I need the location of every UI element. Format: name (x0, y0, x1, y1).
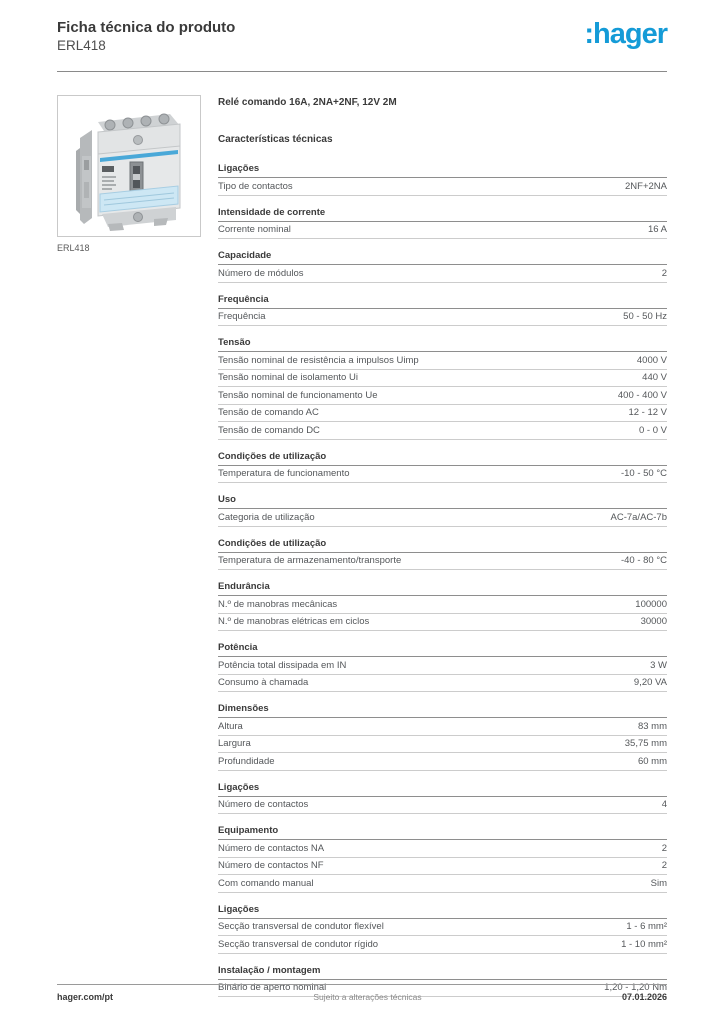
spec-value: 12 - 12 V (628, 407, 667, 418)
spec-label: Com comando manual (218, 877, 314, 889)
spec-value: 4000 V (636, 354, 667, 366)
spec-label: Binário de aperto nominal (218, 982, 327, 993)
spec-value: -40 - 80 °C (620, 555, 667, 566)
spec-value: 100000 (635, 598, 667, 610)
section-heading: Condições de utilização (218, 449, 667, 466)
spec-value: 83 mm (637, 720, 667, 732)
product-image (57, 95, 201, 237)
spec-row (218, 753, 667, 771)
spec-section (218, 292, 667, 327)
footer-disclaimer: Sujeito a alterações técnicas (313, 992, 422, 1002)
section-heading: Uso (218, 492, 667, 509)
spec-label: Tensão nominal de resistência a impulsos Uimp (218, 354, 419, 366)
spec-value: 60 mm (637, 755, 667, 767)
spec-section (218, 780, 667, 815)
section-heading: Equipamento (218, 823, 667, 840)
spec-value: 2 (661, 842, 667, 854)
spec-row (218, 553, 667, 571)
spec-value: AC-7a/AC-7b (610, 511, 667, 523)
section-heading: Intensidade de corrente (218, 205, 667, 222)
spec-row (218, 387, 667, 405)
hager-logo: :hager (584, 18, 667, 50)
spec-row (218, 675, 667, 693)
spec-section (218, 579, 667, 631)
section-heading: Ligações (218, 780, 667, 797)
spec-row (218, 352, 667, 370)
footer-website: hager.com/pt (57, 992, 114, 1002)
header-divider (57, 71, 667, 72)
spec-value: 3 W (650, 659, 667, 671)
spec-value: 440 V (642, 372, 667, 383)
spec-label: Profundidade (218, 755, 275, 767)
spec-row (218, 614, 667, 632)
spec-row (218, 736, 667, 754)
product-image-caption: ERL418 (57, 243, 90, 253)
spec-label: Tensão de comando DC (218, 424, 320, 436)
page-footer (57, 984, 667, 1002)
header-titles (57, 18, 667, 54)
spec-value: 35,75 mm (624, 738, 667, 749)
spec-value: 1 - 6 mm² (626, 921, 667, 932)
spec-label: Secção transversal de condutor rígido (218, 938, 379, 950)
spec-section (218, 536, 667, 571)
spec-row (218, 919, 667, 937)
spec-label: Tensão de comando AC (218, 407, 319, 418)
spec-row (218, 222, 667, 240)
spec-row (218, 936, 667, 954)
spec-label: Temperatura de armazenamento/transporte (218, 555, 402, 566)
spec-value: 0 - 0 V (639, 424, 667, 436)
spec-value: 4 (661, 799, 667, 810)
section-heading: Condições de utilização (218, 536, 667, 553)
section-heading: Potência (218, 640, 667, 657)
document-title: Ficha técnica do produto (57, 19, 236, 36)
spec-label: Altura (218, 720, 243, 732)
section-heading: Instalação / montagem (218, 963, 667, 980)
section-heading: Capacidade (218, 248, 667, 265)
spec-section (218, 248, 667, 283)
spec-label: Secção transversal de condutor flexível (218, 921, 384, 932)
spec-row (218, 405, 667, 423)
spec-section (218, 205, 667, 240)
relay-device-illustration (58, 96, 200, 236)
specs-column (218, 95, 667, 1006)
spec-section (218, 701, 667, 771)
spec-value: 9,20 VA (633, 677, 667, 688)
spec-value: 400 - 400 V (617, 389, 667, 401)
spec-label: Temperatura de funcionamento (218, 468, 350, 479)
product-title: Relé comando 16A, 2NA+2NF, 12V 2M (218, 97, 397, 108)
spec-label: Corrente nominal (218, 224, 291, 235)
page-header (57, 18, 667, 54)
spec-row (218, 797, 667, 815)
spec-label: Número de contactos (218, 799, 309, 810)
spec-label: Categoria de utilização (218, 511, 315, 523)
spec-row (218, 178, 667, 196)
spec-row (218, 309, 667, 327)
spec-section (218, 823, 667, 893)
spec-label: N.º de manobras elétricas em ciclos (218, 616, 370, 627)
spec-row (218, 265, 667, 283)
spec-label: N.º de manobras mecânicas (218, 598, 338, 610)
characteristics-heading: Características técnicas (218, 134, 333, 145)
tech-sections (218, 161, 667, 997)
spec-label: Tensão nominal de isolamento Ui (218, 372, 358, 383)
spec-row (218, 466, 667, 484)
spec-label: Largura (218, 738, 251, 749)
spec-row (218, 875, 667, 893)
section-heading: Dimensões (218, 701, 667, 718)
spec-label: Tensão nominal de funcionamento Ue (218, 389, 378, 401)
product-reference: ERL418 (57, 38, 106, 53)
section-heading: Ligações (218, 902, 667, 919)
section-heading: Frequência (218, 292, 667, 309)
spec-section (218, 335, 667, 440)
section-heading: Tensão (218, 335, 667, 352)
spec-label: Número de contactos NA (218, 842, 325, 854)
spec-section (218, 449, 667, 484)
spec-section (218, 492, 667, 527)
spec-row (218, 422, 667, 440)
spec-row (218, 596, 667, 614)
spec-label: Consumo à chamada (218, 677, 309, 688)
spec-row (218, 858, 667, 876)
spec-section (218, 640, 667, 692)
spec-label: Potência total dissipada em IN (218, 659, 347, 671)
spec-value: 16 A (647, 224, 667, 235)
spec-row (218, 718, 667, 736)
spec-section (218, 902, 667, 954)
spec-row (218, 840, 667, 858)
spec-label: Número de contactos NF (218, 860, 324, 871)
spec-row (218, 370, 667, 388)
spec-value: 30000 (640, 616, 667, 627)
spec-value: Sim (650, 877, 667, 889)
spec-value: 50 - 50 Hz (623, 311, 667, 322)
spec-label: Número de módulos (218, 267, 304, 279)
spec-row (218, 657, 667, 675)
spec-value: 1 - 10 mm² (621, 938, 667, 950)
spec-value: 2 (661, 860, 667, 871)
spec-label: Frequência (218, 311, 266, 322)
footer-date: 07.01.2026 (621, 992, 667, 1002)
section-heading: Ligações (218, 161, 667, 178)
spec-row (218, 509, 667, 527)
spec-label: Tipo de contactos (218, 180, 293, 192)
spec-value: 2 (661, 267, 667, 279)
spec-section (218, 161, 667, 196)
spec-value: 2NF+2NA (625, 180, 667, 192)
spec-value: 1,20 - 1,20 Nm (604, 982, 667, 993)
spec-value: -10 - 50 °C (620, 468, 667, 479)
product-image-column (57, 95, 201, 253)
section-heading: Endurância (218, 579, 667, 596)
